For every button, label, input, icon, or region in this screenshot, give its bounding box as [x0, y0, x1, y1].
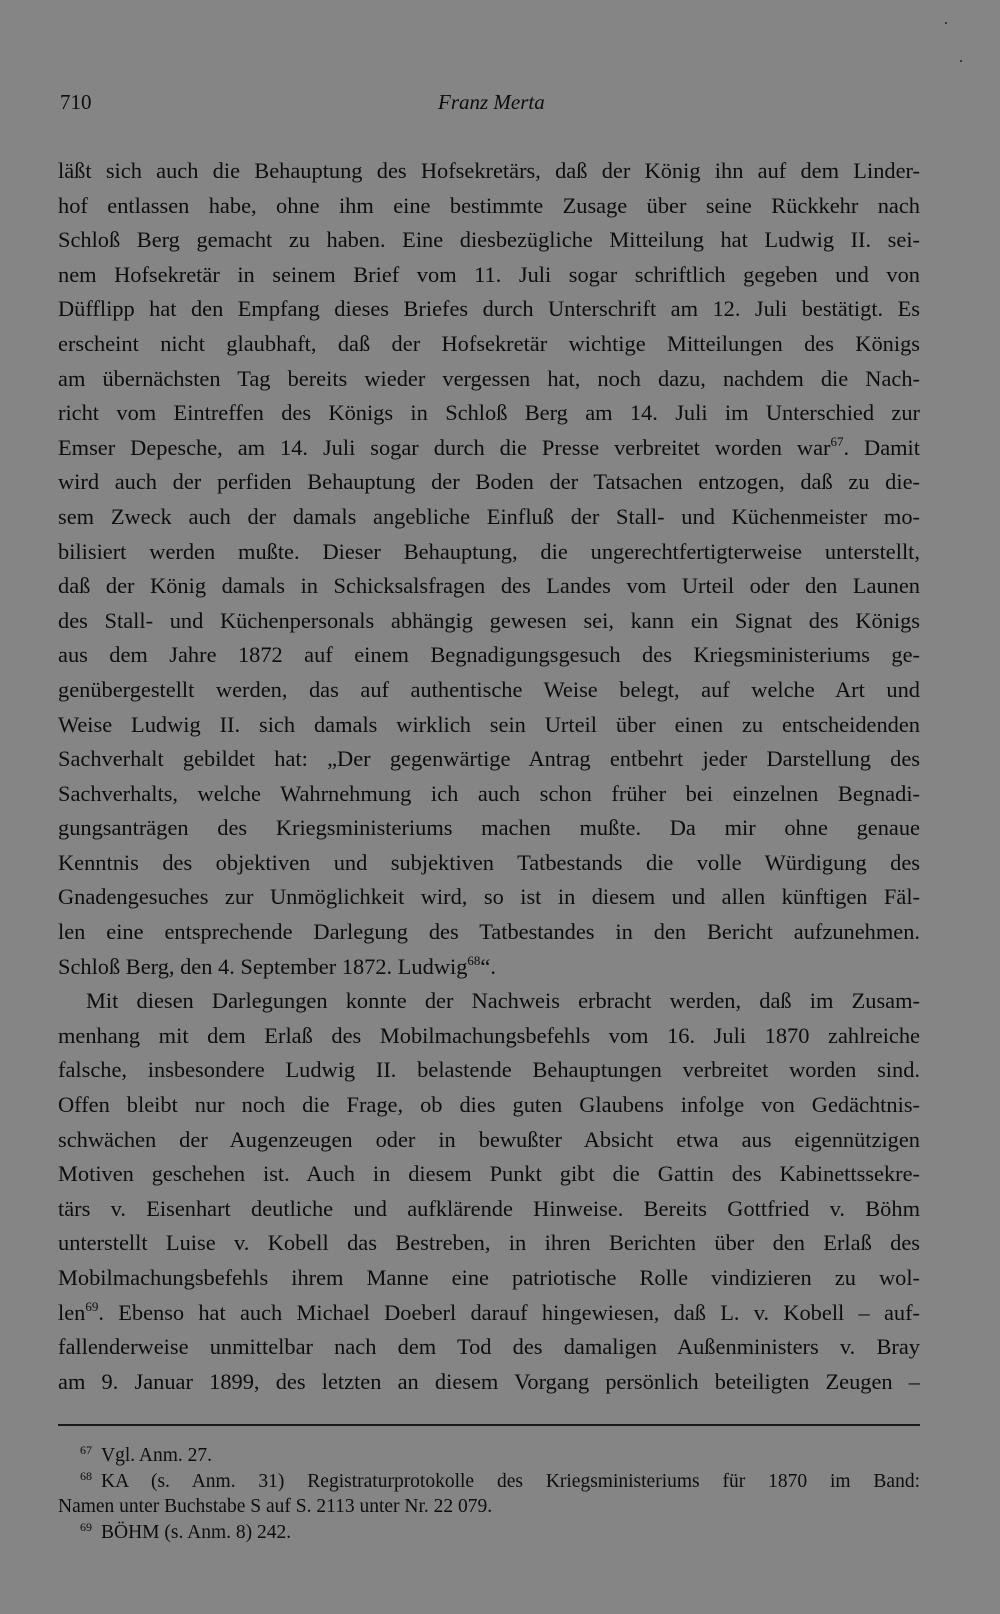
text-line [58, 500, 920, 535]
text-line-content: Kenntnis des objektiven und subjektiven Tatbestands die volle Würdigung des [58, 849, 920, 875]
footnote-69 [58, 1520, 920, 1546]
text-line-content: wird auch der perfiden Behauptung der Boden der Tatsachen entzogen, daß zu die- [58, 469, 920, 495]
text-line [58, 1053, 920, 1088]
text-line-content: bilisiert werden mußte. Dieser Behauptung, die ungerechtfertigterweise unterstellt, [58, 538, 920, 564]
page-number: 710 [60, 90, 92, 114]
text-line [58, 777, 920, 812]
text-line-content: aus dem Jahre 1872 auf einem Begnadigungsgesuch des Kriegsministeriums ge- [58, 642, 920, 668]
text-line [58, 708, 920, 743]
footnote-number: 68 [80, 1468, 92, 1483]
text-line [58, 154, 920, 189]
footnotes [58, 1443, 920, 1545]
text-line [58, 1365, 920, 1400]
text-line-content: Gnadengesuches zur Unmöglichkeit wird, so ist in diesem und allen künftigen Fäl- [58, 884, 920, 910]
text-line [58, 1261, 920, 1296]
body-text [58, 154, 920, 1399]
text-line-content: . Damit [843, 434, 920, 460]
text-line-content: Motiven geschehen ist. Auch in diesem Punkt gibt die Gattin des Kabinettssekre- [58, 1161, 920, 1187]
text-line-content: “. [480, 953, 496, 979]
text-line-content: am 9. Januar 1899, des letzten an diesem Vorgang persönlich beteiligten Zeugen – [58, 1368, 920, 1394]
footnote-text: Namen unter Buchstabe S auf S. 2113 unter Nr. 22 079. [58, 1496, 493, 1517]
text-line-content: unterstellt Luise v. Kobell das Bestreben, in ihren Berichten über den Erlaß des [58, 1230, 920, 1256]
footnote-67 [58, 1443, 920, 1469]
text-line-content: Weise Ludwig II. sich damals wirklich sein Urteil über einen zu entscheidenden [58, 711, 920, 737]
text-line [58, 465, 920, 500]
text-line-content: Düfflipp hat den Empfang dieses Briefes durch Unterschrift am 12. Juli bestätigt. Es [58, 296, 920, 322]
footnote-separator [58, 1424, 920, 1426]
footnote-68 [58, 1469, 920, 1495]
text-line [58, 1019, 920, 1054]
text-line [58, 292, 920, 327]
text-line [58, 535, 920, 570]
text-line [58, 569, 920, 604]
text-line [58, 189, 920, 224]
text-line-content: Sachverhalts, welche Wahrnehmung ich auch schon früher bei einzelnen Begnadi- [58, 780, 920, 806]
text-line-content: Sachverhalt gebildet hat: „Der gegenwärtige Antrag entbehrt jeder Darstellung des [58, 746, 920, 772]
text-line [58, 1192, 920, 1227]
text-line [58, 1226, 920, 1261]
footnote-reference[interactable]: 69 [85, 1298, 99, 1314]
page-header [60, 90, 920, 120]
text-line-content: Mobilmachungsbefehls ihrem Manne eine patriotische Rolle vindizieren zu wol- [58, 1265, 920, 1290]
scan-speck [945, 22, 947, 24]
text-line-content: Mit diesen Darlegungen konnte der Nachweis erbracht werden, daß im Zusam- [86, 988, 920, 1014]
text-line-content: tärs v. Eisenhart deutliche und aufklärende Hinweise. Bereits Gottfried v. Böhm [58, 1195, 920, 1221]
text-line-content: . Ebenso hat auch Michael Doeberl darauf hingewiesen, daß L. v. Kobell – auf- [98, 1299, 920, 1325]
footnote-text: KA (s. Anm. 31) Registraturprotokolle des Kriegsministeriums für 1870 im Band: [101, 1470, 920, 1492]
text-line-content: nem Hofsekretär in seinem Brief vom 11. Juli sogar schriftlich gegeben und von [58, 261, 920, 287]
text-line [58, 880, 920, 915]
text-line-content: len [58, 1299, 86, 1325]
text-line-content: richt vom Eintreffen des Königs in Schloß Berg am 14. Juli im Unterschied zur [58, 400, 920, 426]
footnote-68 [58, 1494, 920, 1520]
text-line [58, 638, 920, 673]
text-line [58, 362, 920, 397]
text-line [58, 1330, 920, 1365]
text-line-content: menhang mit dem Erlaß des Mobilmachungsbefehls vom 16. Juli 1870 zahlreiche [58, 1022, 920, 1048]
text-line [58, 431, 920, 466]
footnote-number: 67 [80, 1443, 92, 1457]
text-line-content: Schloß Berg, den 4. September 1872. Ludwig [58, 953, 468, 979]
running-head-author: Franz Merta [438, 90, 545, 114]
text-line [58, 846, 920, 881]
text-line [58, 742, 920, 777]
text-line [58, 673, 920, 708]
footnote-reference[interactable]: 67 [830, 433, 844, 449]
text-line-content: gungsanträgen des Kriegsministeriums machen mußte. Da mir ohne genaue [58, 815, 920, 841]
text-line-content: erscheint nicht glaubhaft, daß der Hofsekretär wichtige Mitteilungen des Königs [58, 330, 920, 356]
text-line [58, 984, 920, 1019]
text-line-content: genübergestellt werden, das auf authentische Weise belegt, auf welche Art und [58, 676, 920, 702]
text-line [58, 604, 920, 639]
text-line-content: Emser Depesche, am 14. Juli sogar durch die Presse verbreitet worden war [58, 434, 831, 460]
text-line-content: am übernächsten Tag bereits wieder vergessen hat, noch dazu, nachdem die Nach- [58, 365, 920, 391]
text-line-content: falsche, insbesondere Ludwig II. belastende Behauptungen verbreitet worden sind. [58, 1057, 920, 1083]
text-line [58, 811, 920, 846]
text-line [58, 327, 920, 362]
text-line-content: schwächen der Augenzeugen oder in bewußter Absicht etwa aus eigennützigen [58, 1126, 920, 1152]
text-line [58, 1123, 920, 1158]
text-line [58, 223, 920, 258]
text-line [58, 1296, 920, 1331]
text-line-content: Schloß Berg gemacht zu haben. Eine diesbezügliche Mitteilung hat Ludwig II. sei- [58, 227, 920, 253]
footnote-text: BÖHM (s. Anm. 8) 242. [101, 1521, 292, 1543]
text-line [58, 396, 920, 431]
footnote-number: 69 [80, 1519, 92, 1534]
text-line [58, 950, 920, 985]
text-line-content: len eine entsprechende Darlegung des Tatbestandes in den Bericht aufzunehmen. [58, 919, 920, 945]
text-line-content: des Stall- und Küchenpersonals abhängig gewesen sei, kann ein Signat des Königs [58, 607, 920, 633]
text-line-content: läßt sich auch die Behauptung des Hofsekretärs, daß der König ihn auf dem Linder- [58, 158, 920, 183]
scan-speck [960, 60, 962, 62]
text-line-content: hof entlassen habe, ohne ihm eine bestimmte Zusage über seine Rückkehr nach [58, 192, 920, 218]
text-line-content: daß der König damals in Schicksalsfragen des Landes vom Urteil oder den Launen [58, 573, 920, 599]
footnote-reference[interactable]: 68 [467, 952, 481, 968]
text-line [58, 1157, 920, 1192]
text-line [58, 915, 920, 950]
text-line [58, 258, 920, 293]
footnote-text: Vgl. Anm. 27. [101, 1445, 213, 1466]
text-line-content: fallenderweise unmittelbar nach dem Tod des damaligen Außenministers v. Bray [58, 1334, 920, 1360]
text-line-content: Offen bleibt nur noch die Frage, ob dies guten Glaubens infolge von Gedächtnis- [58, 1092, 920, 1118]
text-line [58, 1088, 920, 1123]
text-line-content: sem Zweck auch der damals angebliche Einfluß der Stall- und Küchenmeister mo- [58, 503, 920, 529]
